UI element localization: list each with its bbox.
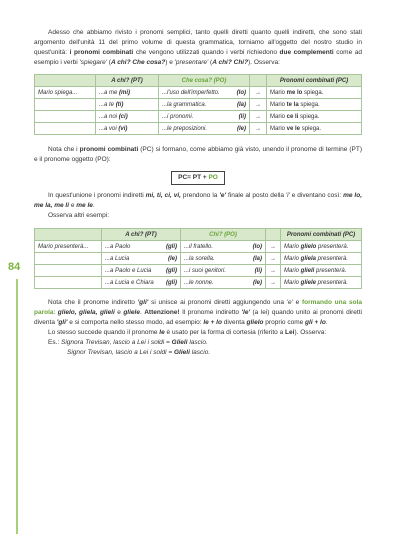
verb-cell [35,265,102,277]
verb-cell [35,253,102,265]
po-cell: ...il fratello. (lo) [181,241,266,253]
arrow-icon: → [266,253,281,265]
arrow-icon: → [266,241,281,253]
table-header: Chi? (PO) [181,229,266,241]
gli-paragraph: Nota che il pronome indiretto 'gli' si unisce ai pronomi diretti aggiungendo una 'e' e formando una sola parola: glielo, gliela, glieli e gliele. Attenzione! Il pronome indiretto 'le' (a lei) quando unito ai pronomi diretti diventa 'gli' e si comporta nello stesso modo, ad esempio: le + lo diventa glielo proprio come gli + lo. [34,299,362,326]
table-row [35,99,362,111]
po-cell: ...la sorella. (la) [181,253,266,265]
verb-cell [35,111,96,123]
table-header: A chi? (PT) [96,75,159,87]
verb-cell: Mario presenterà... [35,241,102,253]
table-header [35,229,102,241]
arrow-icon: → [250,99,267,111]
pt-cell: ...a voi (vi) [96,123,159,135]
table-header: Che cosa? (PO) [159,75,250,87]
pt-cell: ...a Lucia (le) [102,253,181,265]
table-row [35,253,362,265]
table-header: Pronomi combinati (PC) [267,75,362,87]
union-paragraph: In quest'unione i pronomi indiretti mi, ti, ci, vi, prendono la 'e' finale al posto della 'i' e diventano così: me lo, me la, me li e me le. [34,192,362,209]
table-header [250,75,267,87]
po-cell: ...le nonne. (le) [181,277,266,289]
table-row [35,87,362,99]
arrow-icon: → [250,87,267,99]
pc-cell: Mario te la spiega. [267,99,362,111]
pt-cell: ...a Lucia e Chiara (gli) [102,277,181,289]
pt-cell: ...a te (ti) [96,99,159,111]
content [34,28,362,358]
pc-cell: Mario gliela presenterà. [281,253,362,265]
pc-cell: Mario me lo spiega. [267,87,362,99]
formula-box-wrap [34,171,362,185]
pt-cell: ...a Paolo e Lucia (gli) [102,265,181,277]
formula-box: PC= PT + PO [171,171,225,185]
table-row [35,111,362,123]
pt-cell: ...a me (mi) [96,87,159,99]
cortesia-paragraph: Lo stesso succede quando il pronome le è usato per la forma di cortesia (riferito a Lei). Osserva: [48,329,327,336]
table-row [35,123,362,135]
pc-cell: Mario ve le spiega. [267,123,362,135]
po-cell: ...la grammatica. (la) [159,99,250,111]
example-line: Signor Trevisan, lascio a Lei i soldi = Glieli lascio. [67,349,211,356]
osserva-text: Osserva altri esempi: [48,212,110,219]
po-cell: ...le preposizioni. (le) [159,123,250,135]
pronouns-table-spiegare [34,74,362,135]
verb-cell [35,99,96,111]
arrow-icon: → [266,265,281,277]
pc-cell: Mario ce li spiega. [267,111,362,123]
table-header: Pronomi combinati (PC) [281,229,362,241]
po-cell: ...i pronomi. (li) [159,111,250,123]
verb-cell: Mario spiega... [35,87,96,99]
table-row [35,241,362,253]
table-header: A chi? (PT) [102,229,181,241]
arrow-icon: → [250,123,267,135]
pc-cell: Mario glieli presenterà. [281,265,362,277]
po-cell: ...l'uso dell'imperfetto. (lo) [159,87,250,99]
table-row [35,277,362,289]
pronouns-table-presentare [34,228,362,289]
table-row [35,265,362,277]
table-header [35,75,96,87]
pt-cell: ...a Paolo (gli) [102,241,181,253]
arrow-icon: → [250,111,267,123]
table-header [266,229,281,241]
pc-cell: Mario gliele presenterà. [281,277,362,289]
pc-cell: Mario glielo presenterà. [281,241,362,253]
verb-cell [35,123,96,135]
po-cell: ...i suoi genitori. (li) [181,265,266,277]
page-number: 84 [8,261,21,273]
verb-cell [35,277,102,289]
margin-rule [16,279,18,534]
example-line: Es.: Signora Trevisan, lascio a Lei i soldi = Glieli lascio. [48,339,208,346]
intro-paragraph: Adesso che abbiamo rivisto i pronomi semplici, tanto quelli diretti quanto quelli indiretti, che sono stati argomento dell'unità 11 del primo volume di questa grammatica, torniamo all'oggetto del nostro studio in quest'unità: i pronomi combinati che vengono utilizzati quando i verbi richiedono due complementi come ad esempio i verbi 'spiegare' (A chi? Che cosa?) e 'presentare' (A chi? Chi?). Osserva: [34,29,362,66]
note-paragraph: Nota che i pronomi combinati (PC) si formano, come abbiamo già visto, unendo il pronome di termine (PT) e il pronome oggetto (PO): [34,146,362,163]
pt-cell: ...a noi (ci) [96,111,159,123]
arrow-icon: → [266,277,281,289]
